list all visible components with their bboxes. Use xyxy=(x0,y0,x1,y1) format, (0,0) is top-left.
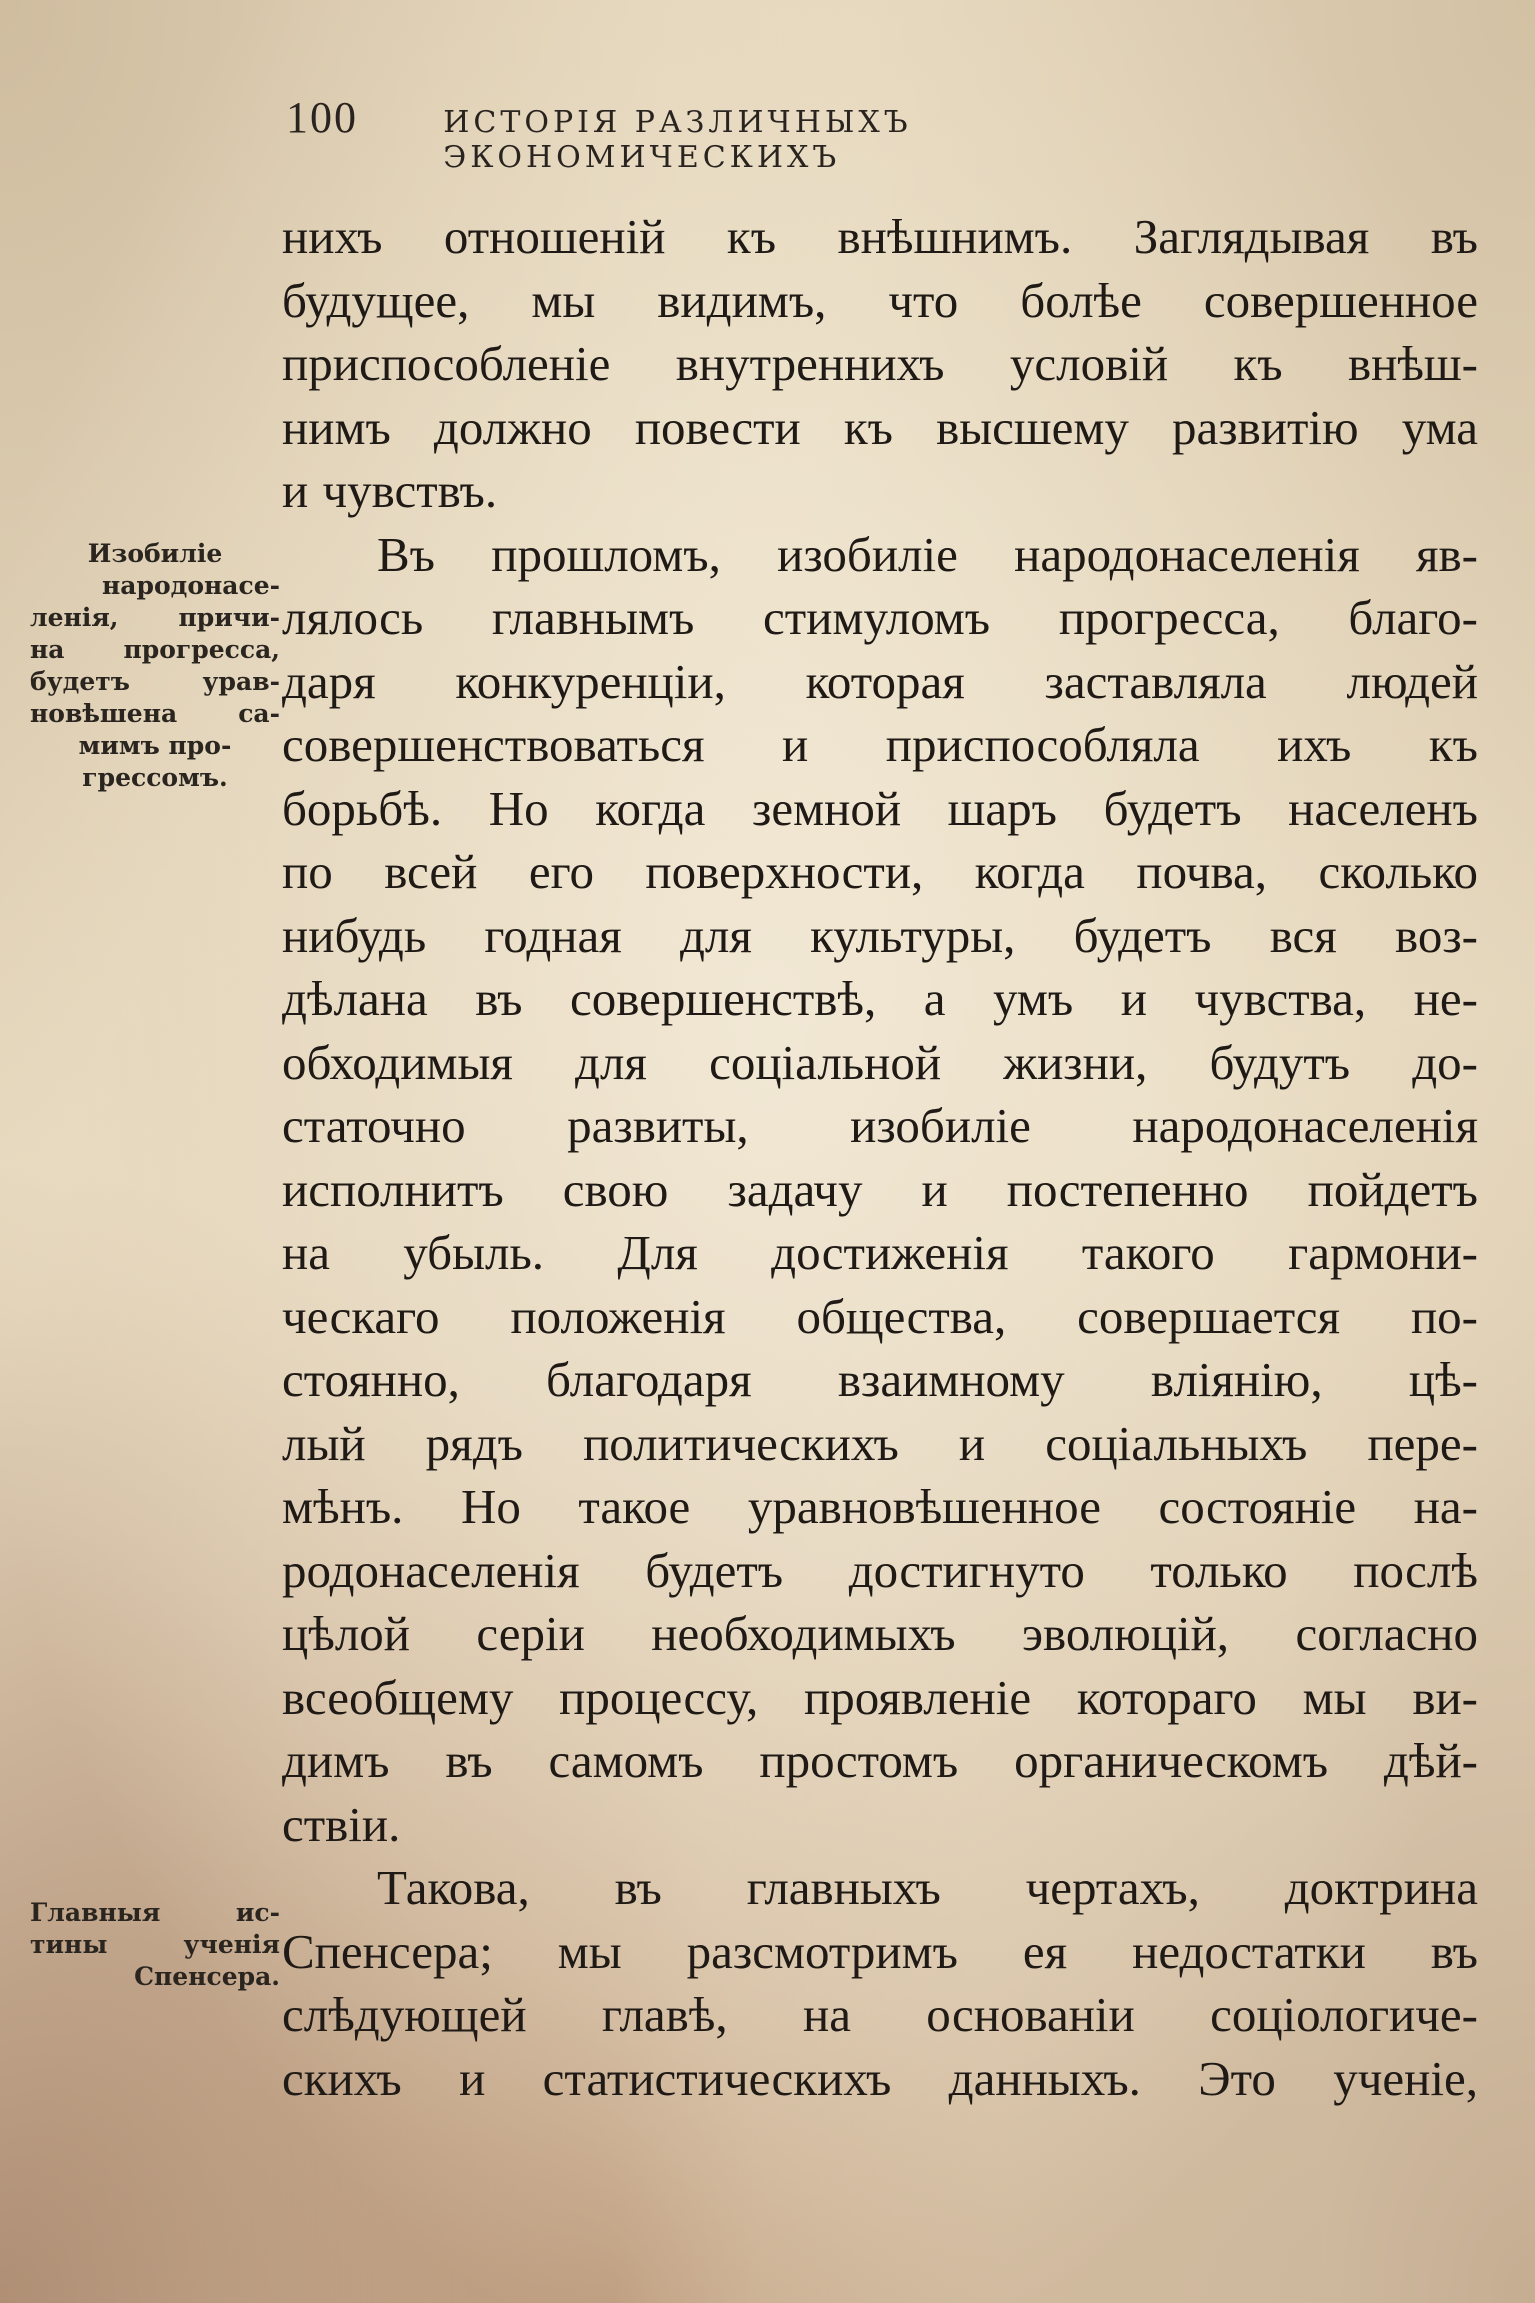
text-line: нимъ должно повести къ высшему развитію ума xyxy=(282,399,1478,455)
text-line: нихъ отношеній къ внѣшнимъ. Заглядывая въ xyxy=(282,209,1478,264)
margin-note-overpopulation xyxy=(30,538,280,794)
text-line: Спенсера; мы разсмотримъ ея недостатки въ xyxy=(282,1923,1478,1979)
text-line: ствіи. xyxy=(282,1796,401,1852)
margin-note-line: грессомъ. xyxy=(82,763,228,792)
text-line: на убыль. Для достиженія такого гармони- xyxy=(282,1225,1478,1280)
text-line: исполнитъ свою задачу и постепенно пойдетъ xyxy=(282,1161,1478,1217)
margin-note-line: будетъ урав- xyxy=(30,667,280,696)
text-line: Такова, въ главныхъ чертахъ, доктрина xyxy=(377,1860,1478,1915)
text-line: лый рядъ политическихъ и соціальныхъ пере- xyxy=(282,1415,1478,1471)
text-line: стоянно, благодаря взаимному вліянію, цѣ- xyxy=(282,1352,1478,1407)
text-line: цѣлой серіи необходимыхъ эволюцій, согласно xyxy=(282,1606,1478,1661)
margin-note-line: ленія, причи- xyxy=(30,603,280,632)
margin-note-line: мимъ про- xyxy=(78,731,232,760)
text-line: и чувствъ. xyxy=(282,463,498,518)
text-line: будущее, мы видимъ, что болѣе совершенное xyxy=(282,272,1478,328)
margin-note-line: Главныя ис- xyxy=(30,1898,280,1927)
text-line: приспособленіе внутреннихъ условій къ внѣш- xyxy=(282,336,1478,391)
text-line: лялось главнымъ стимуломъ прогресса, благо- xyxy=(282,590,1478,645)
page-number: 100 xyxy=(286,93,358,142)
text-line: слѣдующей главѣ, на основаніи соціологиче- xyxy=(282,1987,1478,2042)
running-title: ИСТОРІЯ РАЗЛИЧНЫХЪ ЭКОНОМИЧЕСКИХЪ xyxy=(443,105,912,175)
text-line: всеобщему процессу, проявленіе котораго мы ви- xyxy=(282,1669,1478,1725)
text-line: совершенствоваться и приспособляла ихъ къ xyxy=(282,717,1478,772)
text-line: мѣнъ. Но такое уравновѣшенное состояніе на- xyxy=(282,1479,1478,1534)
running-header xyxy=(286,92,1306,175)
text-line: скихъ и статистическихъ данныхъ. Это ученіе, xyxy=(282,2050,1478,2106)
margin-note-line: новѣшена са- xyxy=(30,699,280,728)
text-line: нибудь годная для культуры, будетъ вся воз- xyxy=(282,907,1478,963)
margin-note-line: на прогресса, xyxy=(30,635,280,664)
text-line: борьбѣ. Но когда земной шаръ будетъ населенъ xyxy=(282,780,1478,836)
margin-note-line: народонасе- xyxy=(102,571,280,600)
margin-note-spencer-truths xyxy=(30,1897,280,1993)
text-line: родонаселенія будетъ достигнуто только послѣ xyxy=(282,1542,1478,1598)
text-line: дѣлана въ совершенствѣ, а умъ и чувства, не- xyxy=(282,971,1478,1026)
margin-note-line: тины ученія xyxy=(30,1930,280,1959)
margin-note-line: Изобиліе xyxy=(87,539,223,568)
text-line: по всей его поверхности, когда почва, сколько xyxy=(282,844,1478,899)
body-text xyxy=(282,205,1478,2110)
text-line: обходимыя для соціальной жизни, будутъ до- xyxy=(282,1034,1478,1090)
text-line: ческаго положенія общества, совершается по- xyxy=(282,1288,1478,1344)
text-line: Въ прошломъ, изобиліе народонаселенія яв- xyxy=(377,526,1478,582)
text-line: даря конкуренціи, которая заставляла людей xyxy=(282,653,1478,709)
margin-note-line: Спенсера. xyxy=(134,1962,280,1991)
text-line: димъ въ самомъ простомъ органическомъ дѣй- xyxy=(282,1733,1478,1788)
text-line: статочно развиты, изобиліе народонаселенія xyxy=(282,1098,1478,1153)
